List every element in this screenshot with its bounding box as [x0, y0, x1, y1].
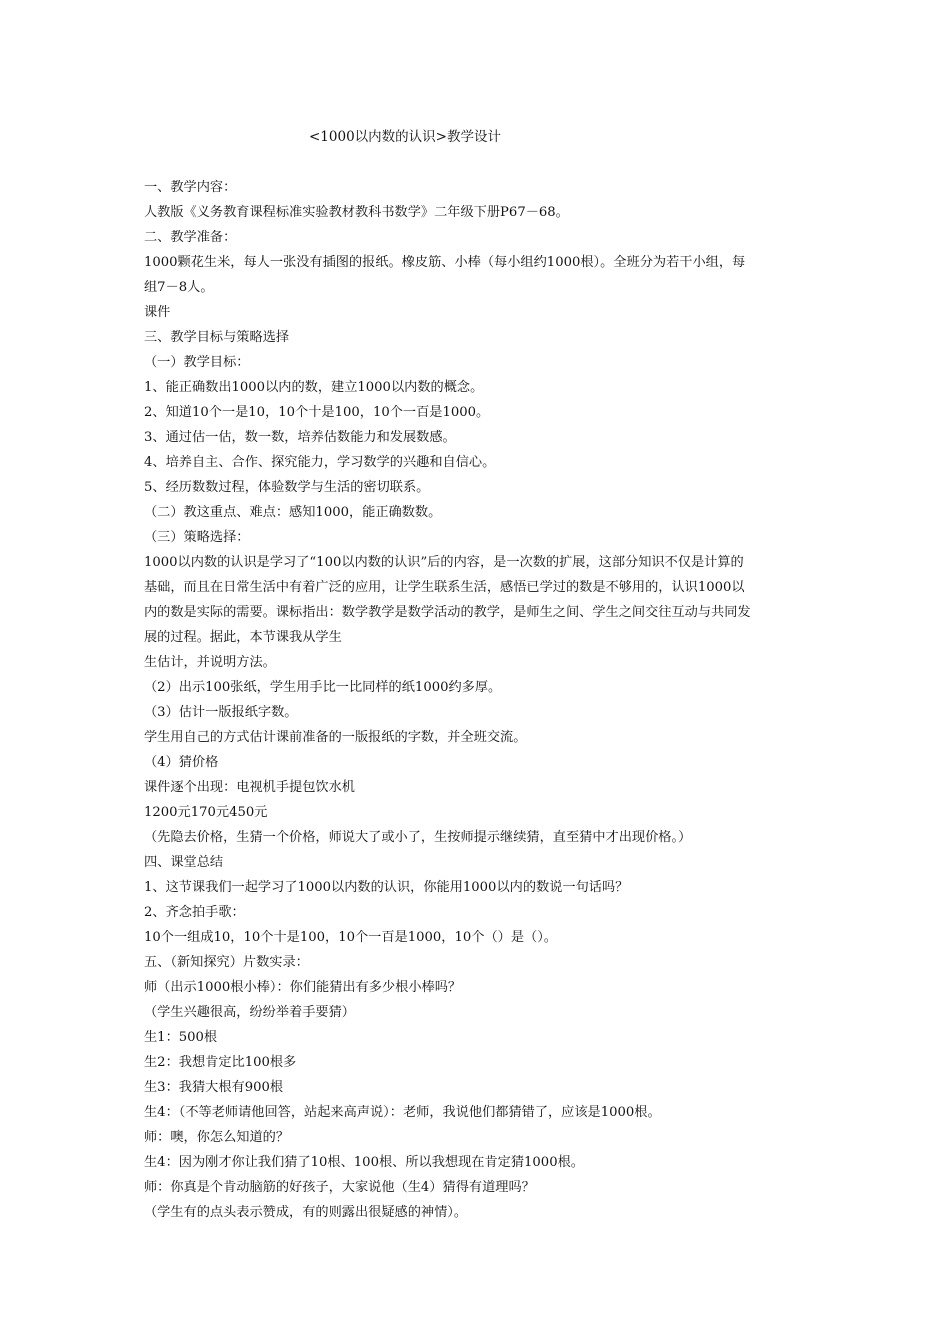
- document-line: 10个一组成10，10个十是100，10个一百是1000，10个（）是（）。: [144, 930, 557, 945]
- document-line: 1、这节课我们一起学习了1000以内数的认识，你能用1000以内的数说一句话吗？: [144, 880, 629, 895]
- document-line: 1000以内数的认识是学习了“100以内数的认识”后的内容，是一次数的扩展，这部分知识不仅是计算的: [144, 555, 744, 570]
- document-line: （2）出示100张纸，学生用手比一比同样的纸1000约多厚。: [144, 680, 502, 695]
- document-line: 师（出示1000根小棒）：你们能猜出有多少根小棒吗？: [144, 980, 462, 995]
- document-line: 1、能正确数出1000以内的数，建立1000以内数的概念。: [144, 380, 484, 395]
- document-line: （先隐去价格，生猜一个价格，师说大了或小了，生按师提示继续猜，直至猜中才出现价格。）: [144, 830, 692, 845]
- document-line: 生2：我想肯定比100根多: [144, 1055, 297, 1070]
- document-line: 3、通过估一估，数一数，培养估数能力和发展数感。: [144, 430, 456, 445]
- document-line: 课件逐个出现：电视机手提包饮水机: [144, 780, 355, 795]
- document-line: 四、课堂总结: [144, 855, 224, 870]
- document-line: 内的数是实际的需要。课标指出：数学教学是数学活动的教学，是师生之间、学生之间交往互动与共同发: [144, 605, 751, 620]
- document-line: 生4：（不等老师请他回答，站起来高声说）：老师，我说他们都猜错了，应该是1000根。: [144, 1105, 661, 1120]
- document-line: （学生兴趣很高，纷纷举着手要猜）: [144, 1005, 355, 1020]
- document-line: 基础，而且在日常生活中有着广泛的应用，让学生联系生活，感悟已学过的数是不够用的，认识1000以: [144, 580, 745, 595]
- document-title: <1000以内数的认识>教学设计: [309, 129, 501, 145]
- document-line: 4、培养自主、合作、探究能力，学习数学的兴趣和自信心。: [144, 455, 496, 470]
- document-line: 人教版《义务教育课程标准实验教材教科书数学》二年级下册P67－68。: [144, 205, 569, 220]
- document-line: 师：你真是个肯动脑筋的好孩子，大家说他（生4）猜得有道理吗？: [144, 1180, 535, 1195]
- document-line: 二、教学准备：: [144, 230, 237, 245]
- document-line: 生估计，并说明方法。: [144, 655, 276, 670]
- document-line: （三）策略选择：: [144, 530, 250, 545]
- document-line: 2、知道10个一是10，10个十是100，10个一百是1000。: [144, 405, 490, 420]
- document-line: （4）猜价格: [144, 755, 219, 770]
- document-line: 1000颗花生米，每人一张没有插图的报纸。橡皮筋、小棒（每小组约1000根）。全班分为若干小组，每: [144, 255, 746, 270]
- document-line: （二）教这重点、难点：感知1000，能正确数数。: [144, 505, 442, 520]
- document-line: 生3：我猜大根有900根: [144, 1080, 284, 1095]
- document-line: 课件: [144, 305, 171, 320]
- document-line: 2、齐念拍手歌：: [144, 905, 245, 920]
- document-line: 展的过程。据此，本节课我从学生: [144, 630, 342, 645]
- document-body: [144, 175, 809, 1225]
- document-line: 生4：因为刚才你让我们猜了10根、100根、所以我想现在肯定猜1000根。: [144, 1155, 584, 1170]
- document-line: 五、（新知探究）片数实录：: [144, 955, 309, 970]
- document-line: （3）估计一版报纸字数。: [144, 705, 298, 720]
- document-line: 组7－8人。: [144, 280, 214, 295]
- document-line: （学生有的点头表示赞成，有的则露出很疑感的神情）。: [144, 1205, 468, 1220]
- document-line: 学生用自己的方式估计课前准备的一版报纸的字数，并全班交流。: [144, 730, 527, 745]
- document-line: 生1：500根: [144, 1030, 218, 1045]
- document-line: 师：噢，你怎么知道的？: [144, 1130, 290, 1145]
- document-line: 5、经历数数过程，体验数学与生活的密切联系。: [144, 480, 430, 495]
- document-line: （一）教学目标：: [144, 355, 250, 370]
- document-line: 三、教学目标与策略选择: [144, 330, 290, 345]
- document-line: 一、教学内容：: [144, 180, 237, 195]
- document-line: 1200元170元450元: [144, 805, 268, 820]
